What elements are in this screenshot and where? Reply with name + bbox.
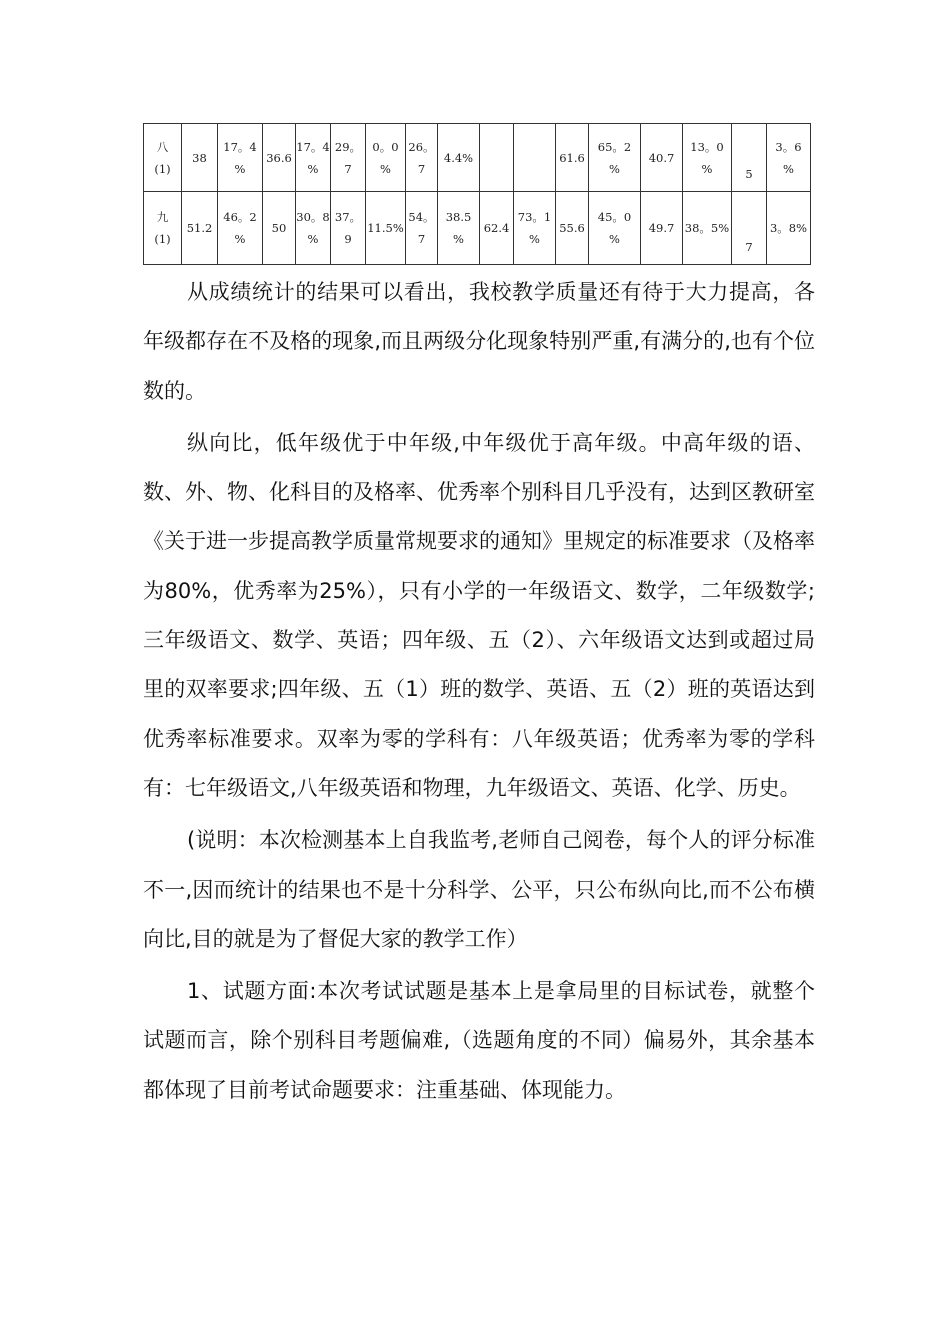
table-cell: 37。 9 [331,192,366,265]
table-cell: 38 [182,124,218,192]
table-cell: 九 (1) [144,192,182,265]
table-cell: 65。2 % [589,124,641,192]
table-cell: 46。2 % [218,192,263,265]
paragraph-test-questions: 1、试题方面:本次考试试题是基本上是拿局里的目标试卷，就整个试题而言，除个别科目考题偏难,（选题角度的不同）偏易外，其余基本都体现了目前考试命题要求：注重基础、体现能力。 [143,979,815,1102]
table-cell: 38。5% [683,192,732,265]
table-cell: 36.6 [263,124,296,192]
table-cell: 61.6 [556,124,589,192]
table-cell: 30。8 % [296,192,331,265]
table-cell: 17。4 % [218,124,263,192]
table-cell: 4.4% [438,124,480,192]
table-cell: 3。8% [767,192,811,265]
table-cell: 7 [732,192,767,265]
paragraph-summary: 从成绩统计的结果可以看出，我校教学质量还有待于大力提高，各年级都存在不及格的现象,而且两级分化现象特别严重,有满分的,也有个位数的。 [143,280,815,403]
table-cell [480,124,514,192]
table-cell: 40.7 [641,124,683,192]
table-cell: 50 [263,192,296,265]
table-cell: 54。 7 [406,192,438,265]
table-cell: 13。0 % [683,124,732,192]
table-cell: 3。6 % [767,124,811,192]
table-cell: 11.5% [366,192,406,265]
table-cell: 51.2 [182,192,218,265]
table-cell: 八 (1) [144,124,182,192]
table-cell: 49.7 [641,192,683,265]
score-statistics-table [143,123,811,265]
paragraph-note: (说明：本次检测基本上自我监考,老师自己阅卷，每个人的评分标准不一,因而统计的结果也不是十分科学、公平，只公布纵向比,而不公布横向比,目的就是为了督促大家的教学工作） [143,828,815,951]
paragraph-comparison: 纵向比，低年级优于中年级,中年级优于高年级。中高年级的语、数、外、物、化科目的及格率、优秀率个别科目几乎没有，达到区教研室《关于进一步提高教学质量常规要求的通知》里规定的标准要求（及格率为80%，优秀率为25%），只有小学的一年级语文、数学，二年级数学;三年级语文、数学、英语；四年级、五（2）、六年级语文达到或超过局里的双率要求;四年级、五（1）班的数学、英语、五（2）班的英语达到优秀率标准要求。双率为零的学科有：八年级英语；优秀率为零的学科有：七年级语文,八年级英语和物理，九年级语文、英语、化学、历史。 [143,430,815,800]
table-cell: 45。0 % [589,192,641,265]
table-cell: 17。4 % [296,124,331,192]
body-text [143,268,815,1115]
table-cell: 38.5 % [438,192,480,265]
table-cell: 5 [732,124,767,192]
table-row [144,192,811,265]
table-cell: 73。1 % [514,192,556,265]
table-cell: 26。 7 [406,124,438,192]
table-cell: 29。 7 [331,124,366,192]
table-cell [514,124,556,192]
table-row [144,124,811,192]
table-cell: 55.6 [556,192,589,265]
table-cell: 0。0 % [366,124,406,192]
table-cell: 62.4 [480,192,514,265]
